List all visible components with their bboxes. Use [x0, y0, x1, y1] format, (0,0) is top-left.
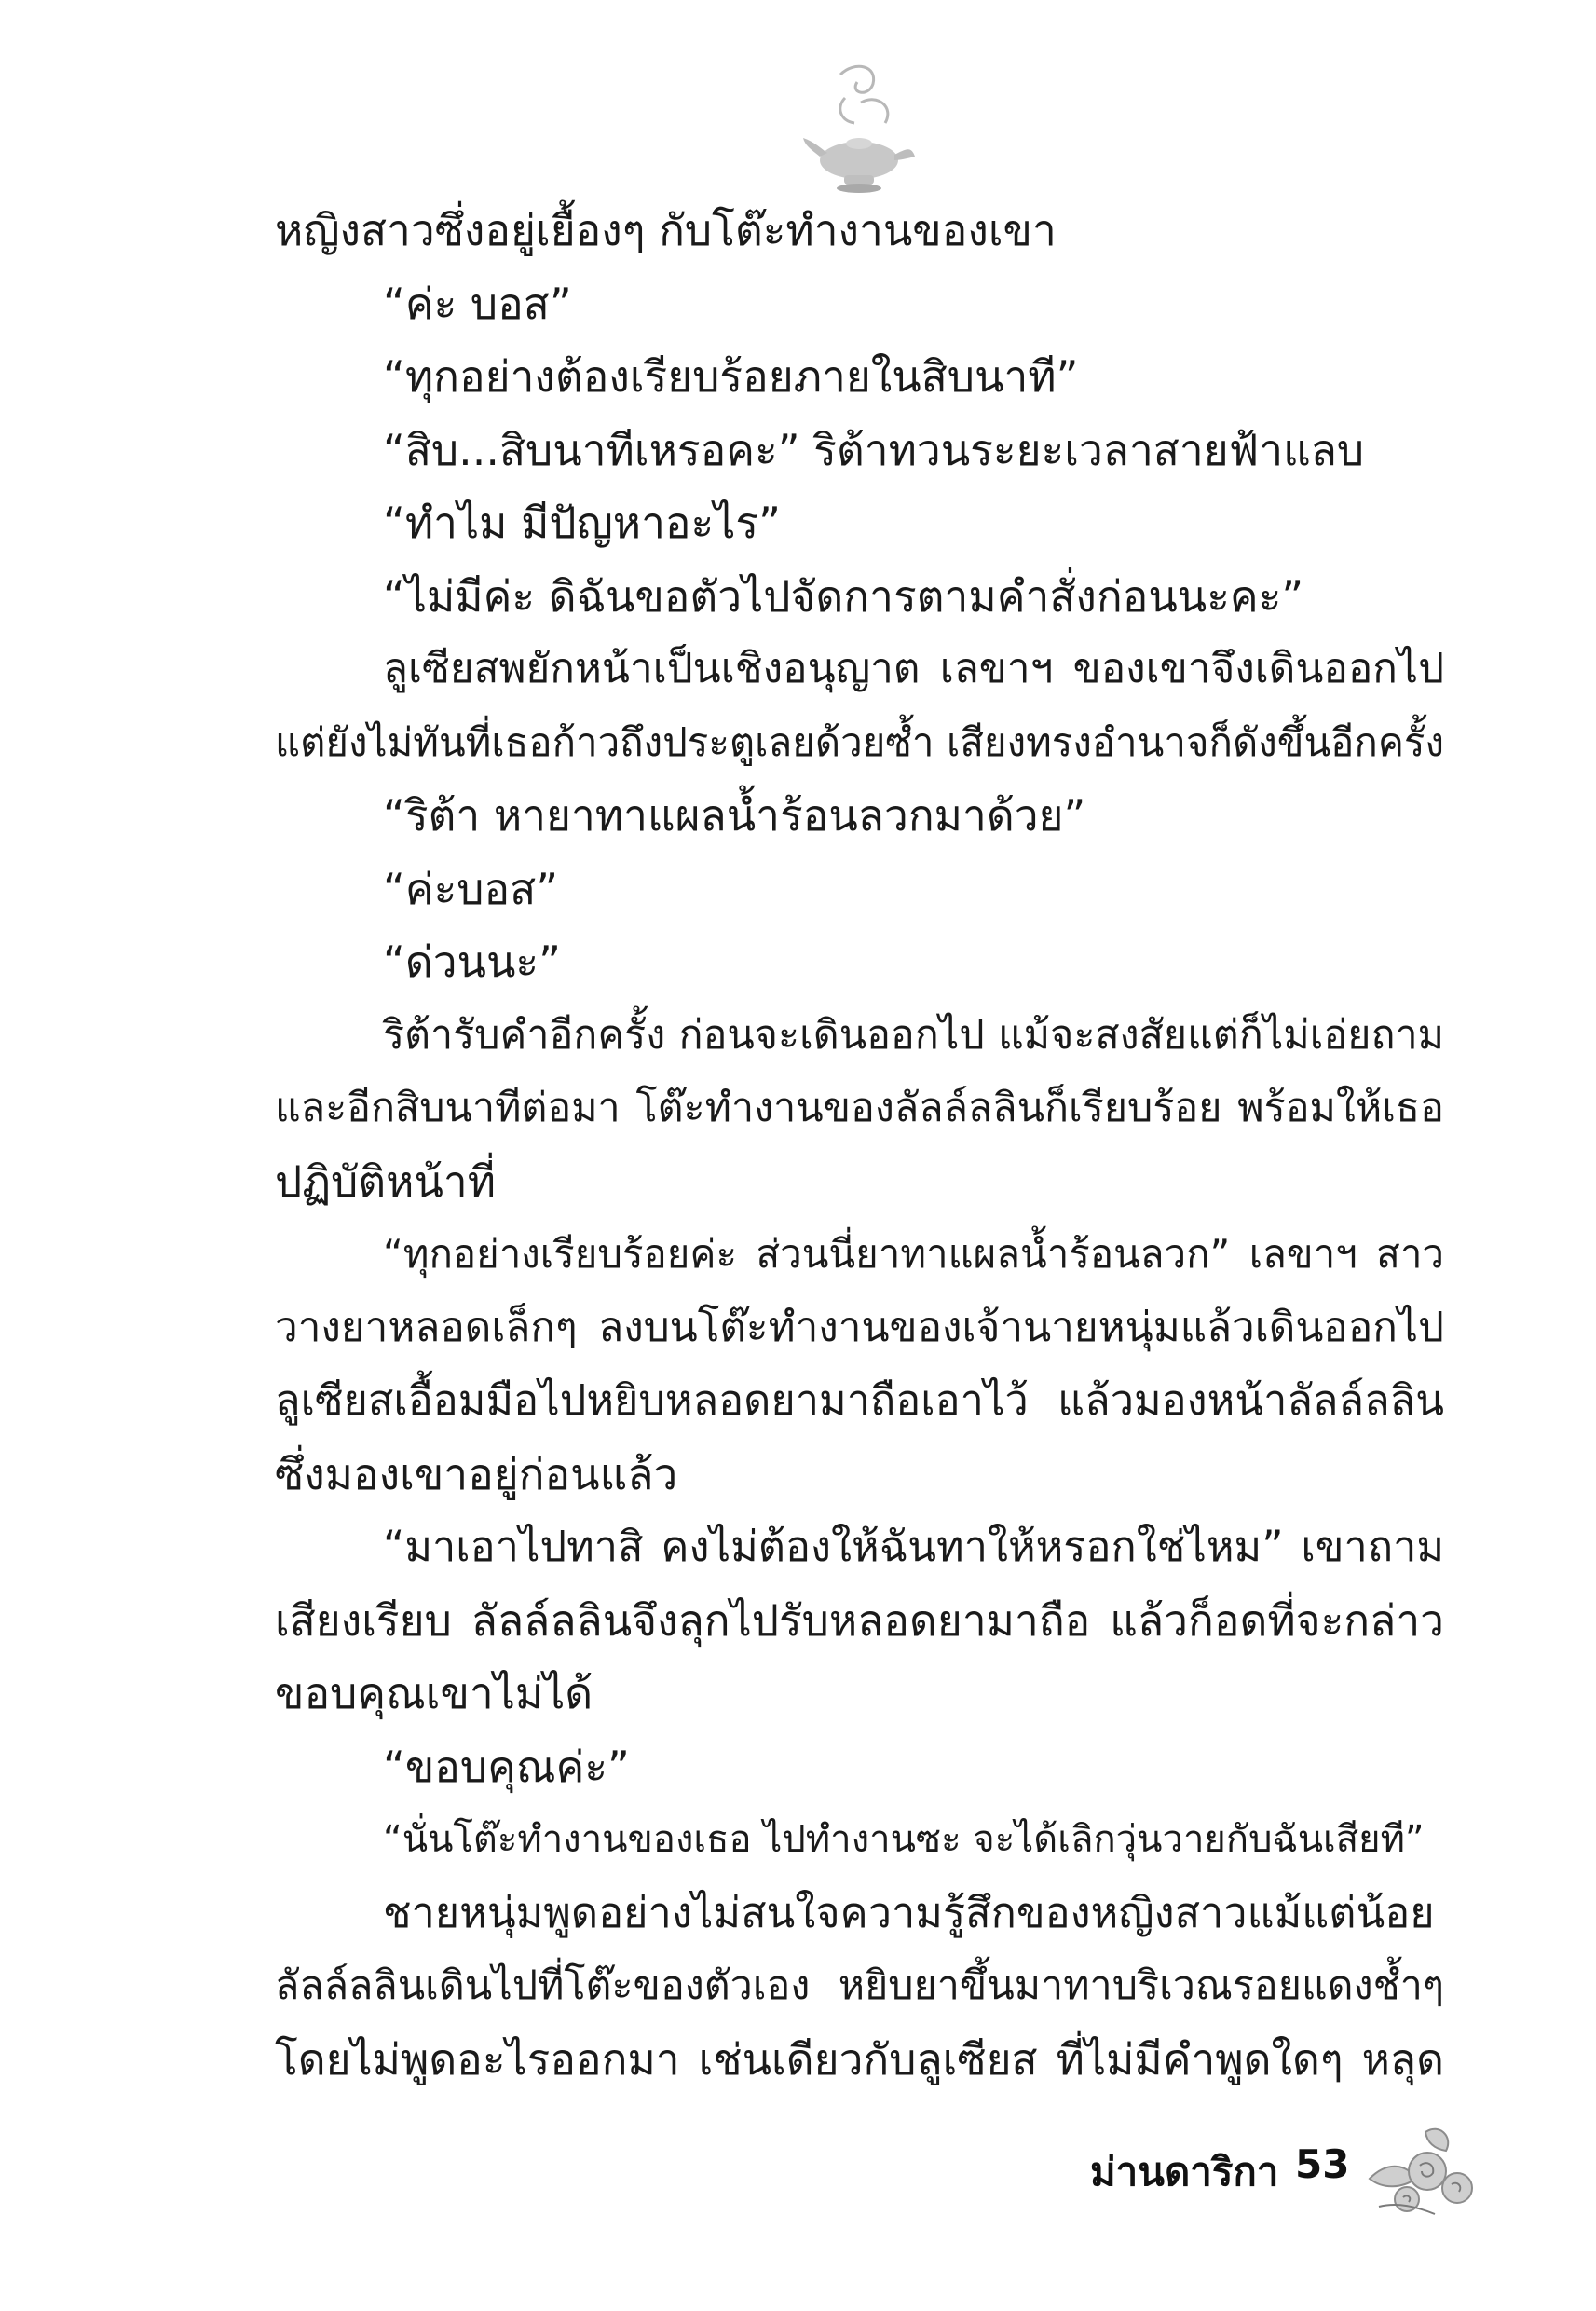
- text-line: “ค่ะ บอส”: [383, 278, 572, 329]
- page-number: 53: [1295, 2141, 1350, 2187]
- text-line: ลูเซียสเอื้อมมือไปหยิบหลอดยามาถือเอาไว้ แล้วมองหน้าลัลล์ลลิน: [275, 1375, 1444, 1425]
- text-line: ซึ่งมองเขาอยู่ก่อนแล้ว: [275, 1448, 678, 1499]
- text-line: “สิบ...สิบนาทีเหรอคะ” ริต้าทวนระยะเวลาสายฟ้าแลบ: [383, 424, 1365, 475]
- text-line: ลัลล์ลลินเดินไปที่โต๊ะของตัวเอง หยิบยาขึ้นมาทาบริเวณรอยแดงช้ำๆ: [275, 1962, 1444, 2009]
- text-line: โดยไม่พูดอะไรออกมา เช่นเดียวกับลูเซียส ที่ไม่มีคำพูดใดๆ หลุด: [275, 2033, 1444, 2085]
- text-line: เสียงเรียบ ลัลล์ลลินจึงลุกไปรับหลอดยามาถือ แล้วก็อดที่จะกล่าว: [275, 1594, 1444, 1646]
- text-line: แต่ยังไม่ทันที่เธอก้าวถึงประตูเลยด้วยซ้ำ เสียงทรงอำนาจก็ดังขึ้นอีกครั้ง: [275, 718, 1444, 765]
- text-line: ขอบคุณเขาไม่ได้: [275, 1668, 593, 1718]
- text-line: “ทุกอย่างเรียบร้อยค่ะ ส่วนนี่ยาทาแผลน้ำร้อนลวก” เลขาฯ สาว: [383, 1231, 1444, 1277]
- text-line: “ริต้า หายาทาแผลน้ำร้อนลวกมาด้วย”: [383, 790, 1086, 841]
- page-footer: [1090, 2113, 1481, 2244]
- text-line: วางยาหลอดเล็กๆ ลงบนโต๊ะทำงานของเจ้านายหนุ่มแล้วเดินออกไป: [275, 1303, 1444, 1351]
- text-line: “ทุกอย่างต้องเรียบร้อยภายในสิบนาที”: [383, 351, 1079, 402]
- text-line: “ทำไม มีปัญหาอะไร”: [383, 498, 781, 548]
- text-line: ปฏิบัติหน้าที่: [275, 1156, 497, 1207]
- text-line: “ด่วนนะ”: [383, 937, 561, 987]
- text-line: “ค่ะบอส”: [383, 863, 559, 914]
- magic-lamp-ornament-icon: [803, 56, 915, 205]
- text-line: หญิงสาวซึ่งอยู่เยื้องๆ กับโต๊ะทำงานของเขา: [275, 205, 1057, 255]
- flower-ornament-icon: [1360, 2113, 1481, 2225]
- text-line: “ไม่มีค่ะ ดิฉันขอตัวไปจัดการตามคำสั่งก่อนนะคะ”: [383, 570, 1304, 622]
- text-line: และอีกสิบนาทีต่อมา โต๊ะทำงานของลัลล์ลลินก็เรียบร้อย พร้อมให้เธอ: [275, 1085, 1444, 1131]
- text-line: ลูเซียสพยักหน้าเป็นเชิงอนุญาต เลขาฯ ของเขาจึงเดินออกไป: [383, 645, 1444, 692]
- text-line: “ขอบคุณค่ะ”: [383, 1741, 630, 1792]
- book-title: ม่านดาริกา: [1090, 2149, 1279, 2195]
- text-line: “นั่นโต๊ะทำงานของเธอ ไปทำงานซะ จะได้เลิกวุ่นวายกับฉันเสียที”: [383, 1818, 1425, 1861]
- body-text: [275, 194, 1444, 2096]
- text-line: “มาเอาไปทาสิ คงไม่ต้องให้ฉันทาให้หรอกใช่ไหม” เขาถาม: [383, 1522, 1444, 1571]
- text-line: ชายหนุ่มพูดอย่างไม่สนใจความรู้สึกของหญิงสาวแม้แต่น้อย: [383, 1887, 1435, 1937]
- text-line: ริต้ารับคำอีกครั้ง ก่อนจะเดินออกไป แม้จะสงสัยแต่ก็ไม่เอ่ยถาม: [383, 1011, 1444, 1059]
